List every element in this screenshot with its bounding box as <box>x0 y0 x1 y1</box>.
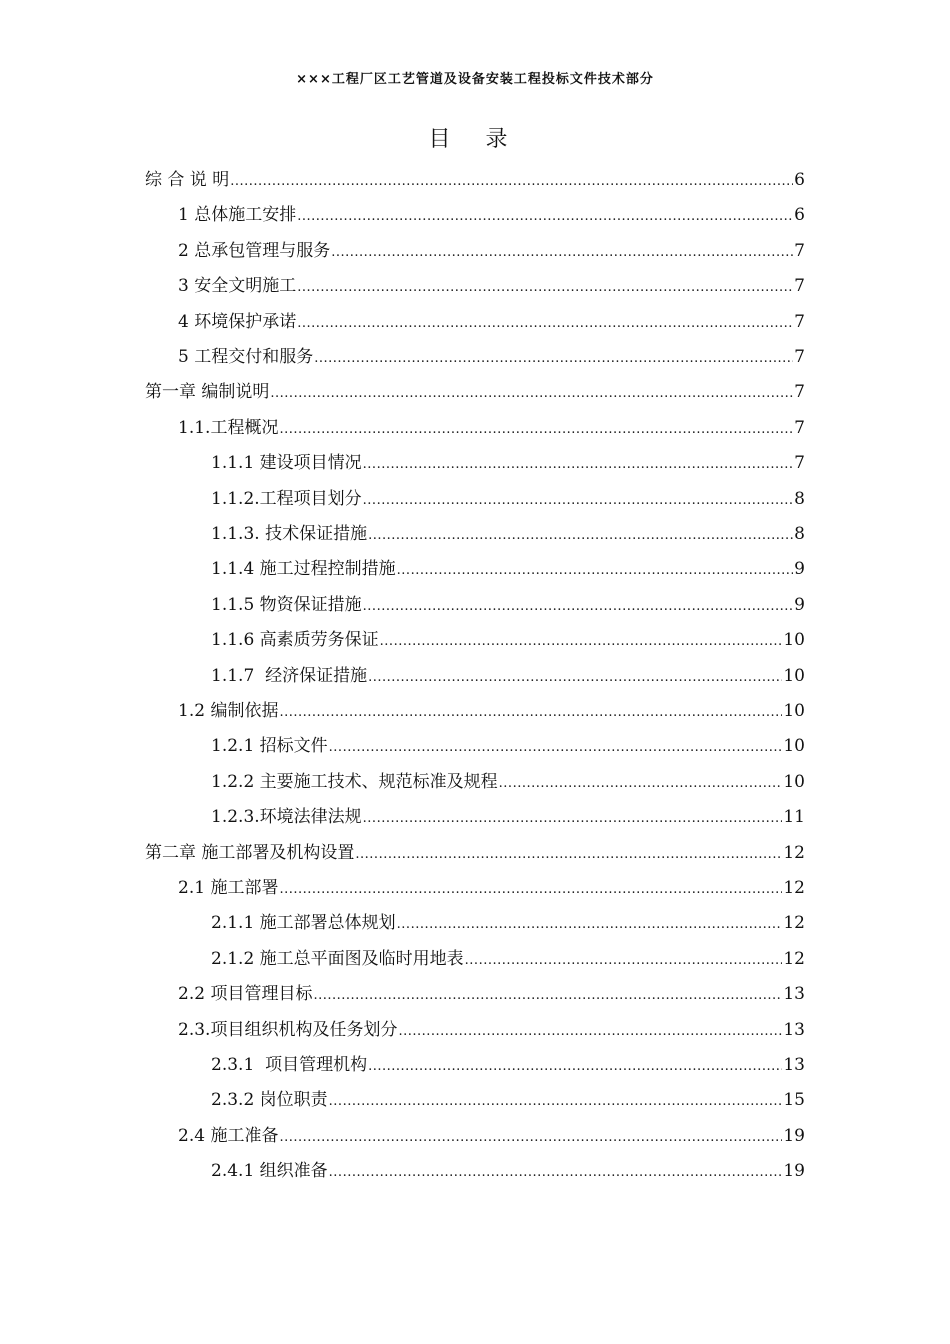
toc-entry[interactable] <box>178 699 805 723</box>
dot-leader <box>355 843 782 867</box>
toc-entry-page-number: 7 <box>794 382 805 403</box>
dot-leader <box>465 949 783 973</box>
page-header: ×××工程厂区工艺管道及设备安装工程投标文件技术部分 <box>296 72 654 87</box>
toc-entry-label: 1.1.5 物资保证措施 <box>211 594 362 615</box>
toc-entry[interactable] <box>178 982 805 1006</box>
toc-entry-label: 1.2.2 主要施工技术、规范标准及规程 <box>211 771 498 792</box>
toc-entry[interactable] <box>178 876 805 900</box>
toc-entry[interactable] <box>211 557 805 581</box>
toc-entry-label: 1.2 编制依据 <box>178 701 279 721</box>
toc-entry-label: 1.2.3.环境法律法规 <box>211 807 362 828</box>
toc-entry-page-number: 12 <box>783 842 805 863</box>
toc-entry-page-number: 13 <box>783 1055 805 1075</box>
dot-leader <box>329 1090 783 1114</box>
toc-entry-page-number: 7 <box>794 276 805 297</box>
toc-entry-label: 2.3.项目组织机构及任务划分 <box>178 1019 398 1040</box>
toc-entry[interactable] <box>145 841 805 865</box>
toc-entry-page-number: 8 <box>794 488 805 509</box>
dot-leader <box>313 984 782 1008</box>
toc-entry-page-number: 7 <box>794 417 805 438</box>
toc-entry[interactable] <box>211 487 805 511</box>
toc-entry-label: 2.4 施工准备 <box>178 1125 279 1146</box>
toc-entry[interactable] <box>178 416 805 440</box>
toc-entry-page-number: 13 <box>783 1019 805 1040</box>
toc-entry[interactable] <box>211 664 805 688</box>
dot-leader <box>397 913 783 937</box>
toc-entry[interactable] <box>211 1159 805 1183</box>
dot-leader <box>499 772 783 796</box>
toc-entry-page-number: 9 <box>794 559 805 580</box>
toc-entry-label: 2.1 施工部署 <box>178 878 279 898</box>
dot-leader <box>279 418 793 442</box>
dot-leader <box>230 170 793 194</box>
toc-entry-page-number: 7 <box>794 347 805 367</box>
toc-entry-label: 1 总体施工安排 <box>178 205 297 226</box>
dot-leader <box>297 312 793 336</box>
toc-entry[interactable] <box>211 911 805 935</box>
toc-entry-label: 综 合 说 明 <box>145 170 230 190</box>
toc-entry[interactable] <box>178 1018 805 1042</box>
dot-leader <box>279 878 782 902</box>
toc-entry[interactable] <box>211 593 805 617</box>
dot-leader <box>363 595 794 619</box>
dot-leader <box>329 1161 783 1185</box>
toc-entry-page-number: 6 <box>794 205 805 226</box>
dot-leader <box>398 1020 782 1044</box>
toc-entry-label: 1.1.7 经济保证措施 <box>211 665 368 686</box>
toc-entry-page-number: 12 <box>783 878 805 898</box>
dot-leader <box>270 382 793 406</box>
dot-leader <box>368 666 782 690</box>
toc-entry-label: 1.2.1 招标文件 <box>211 736 328 757</box>
toc-entry-page-number: 12 <box>783 948 805 969</box>
toc-entry-page-number: 7 <box>794 311 805 332</box>
toc-entry-page-number: 6 <box>794 170 805 190</box>
toc-entry-page-number: 15 <box>783 1090 805 1111</box>
toc-entry-label: 1.1.6 高素质劳务保证 <box>211 630 379 651</box>
dot-leader <box>279 701 782 725</box>
dot-leader <box>368 524 793 548</box>
toc-entry[interactable] <box>178 203 805 227</box>
toc-title: 目 录 <box>428 127 522 152</box>
toc-entry-page-number: 19 <box>783 1161 805 1182</box>
toc-entry-label: 1.1.3. 技术保证措施 <box>211 524 368 544</box>
toc-entry-page-number: 13 <box>783 984 805 1005</box>
toc-entry-page-number: 10 <box>783 771 805 792</box>
toc-entry-label: 3 安全文明施工 <box>178 276 297 297</box>
dot-leader <box>297 205 793 229</box>
toc-entry-label: 1.1.工程概况 <box>178 417 279 438</box>
toc-entry-label: 5 工程交付和服务 <box>178 347 314 367</box>
toc-entry[interactable] <box>211 1088 805 1112</box>
toc-entry-label: 2.1.1 施工部署总体规划 <box>211 913 396 934</box>
dot-leader <box>331 241 793 265</box>
toc-entry-label: 1.1.4 施工过程控制措施 <box>211 559 396 580</box>
dot-leader <box>279 1126 782 1150</box>
toc-entry-page-number: 10 <box>783 665 805 686</box>
toc-entry-label: 第一章 编制说明 <box>145 382 270 403</box>
toc-entry[interactable] <box>211 628 805 652</box>
toc-entry[interactable] <box>211 451 805 475</box>
toc-entry-label: 4 环境保护承诺 <box>178 311 297 332</box>
toc-entry[interactable] <box>211 1053 805 1077</box>
toc-entry[interactable] <box>145 168 805 192</box>
toc-entry-label: 2.4.1 组织准备 <box>211 1161 328 1182</box>
toc-entry[interactable] <box>211 770 805 794</box>
toc-entry-page-number: 8 <box>794 524 805 544</box>
dot-leader <box>368 1055 782 1079</box>
toc-entry[interactable] <box>211 522 805 546</box>
toc-entry-page-number: 12 <box>783 913 805 934</box>
toc-entry-page-number: 9 <box>794 594 805 615</box>
toc-entry-label: 2 总承包管理与服务 <box>178 240 331 261</box>
dot-leader <box>297 276 793 300</box>
dot-leader <box>363 489 794 513</box>
toc-entry-label: 2.3.2 岗位职责 <box>211 1090 328 1111</box>
toc-entry-page-number: 7 <box>794 240 805 261</box>
toc-entry[interactable] <box>178 1124 805 1148</box>
toc-entry[interactable] <box>211 805 805 829</box>
toc-entry-label: 1.1.2.工程项目划分 <box>211 488 362 509</box>
dot-leader <box>380 630 783 654</box>
toc-entry-page-number: 10 <box>783 736 805 757</box>
toc-entry-page-number: 10 <box>783 630 805 651</box>
dot-leader <box>363 453 794 477</box>
toc-entry[interactable] <box>178 239 805 263</box>
toc-entry-page-number: 19 <box>783 1125 805 1146</box>
toc-entry-page-number: 7 <box>794 453 805 474</box>
dot-leader <box>329 736 783 760</box>
toc-entry-label: 1.1.1 建设项目情况 <box>211 453 362 474</box>
toc-entry-label: 第二章 施工部署及机构设置 <box>145 842 355 863</box>
toc-entry-label: 2.3.1 项目管理机构 <box>211 1055 368 1075</box>
toc-entry[interactable] <box>178 274 805 298</box>
toc-entry[interactable] <box>211 947 805 971</box>
toc-entry-label: 2.1.2 施工总平面图及临时用地表 <box>211 948 464 969</box>
toc-entry[interactable] <box>178 345 805 369</box>
toc-entry-page-number: 10 <box>783 701 805 721</box>
toc-entry[interactable] <box>178 310 805 334</box>
toc-entry[interactable] <box>211 734 805 758</box>
toc-entry-page-number: 11 <box>783 807 805 828</box>
toc-entry-label: 2.2 项目管理目标 <box>178 984 313 1005</box>
dot-leader <box>314 347 793 371</box>
toc-entry[interactable] <box>145 380 805 404</box>
dot-leader <box>363 807 783 831</box>
dot-leader <box>397 559 794 583</box>
